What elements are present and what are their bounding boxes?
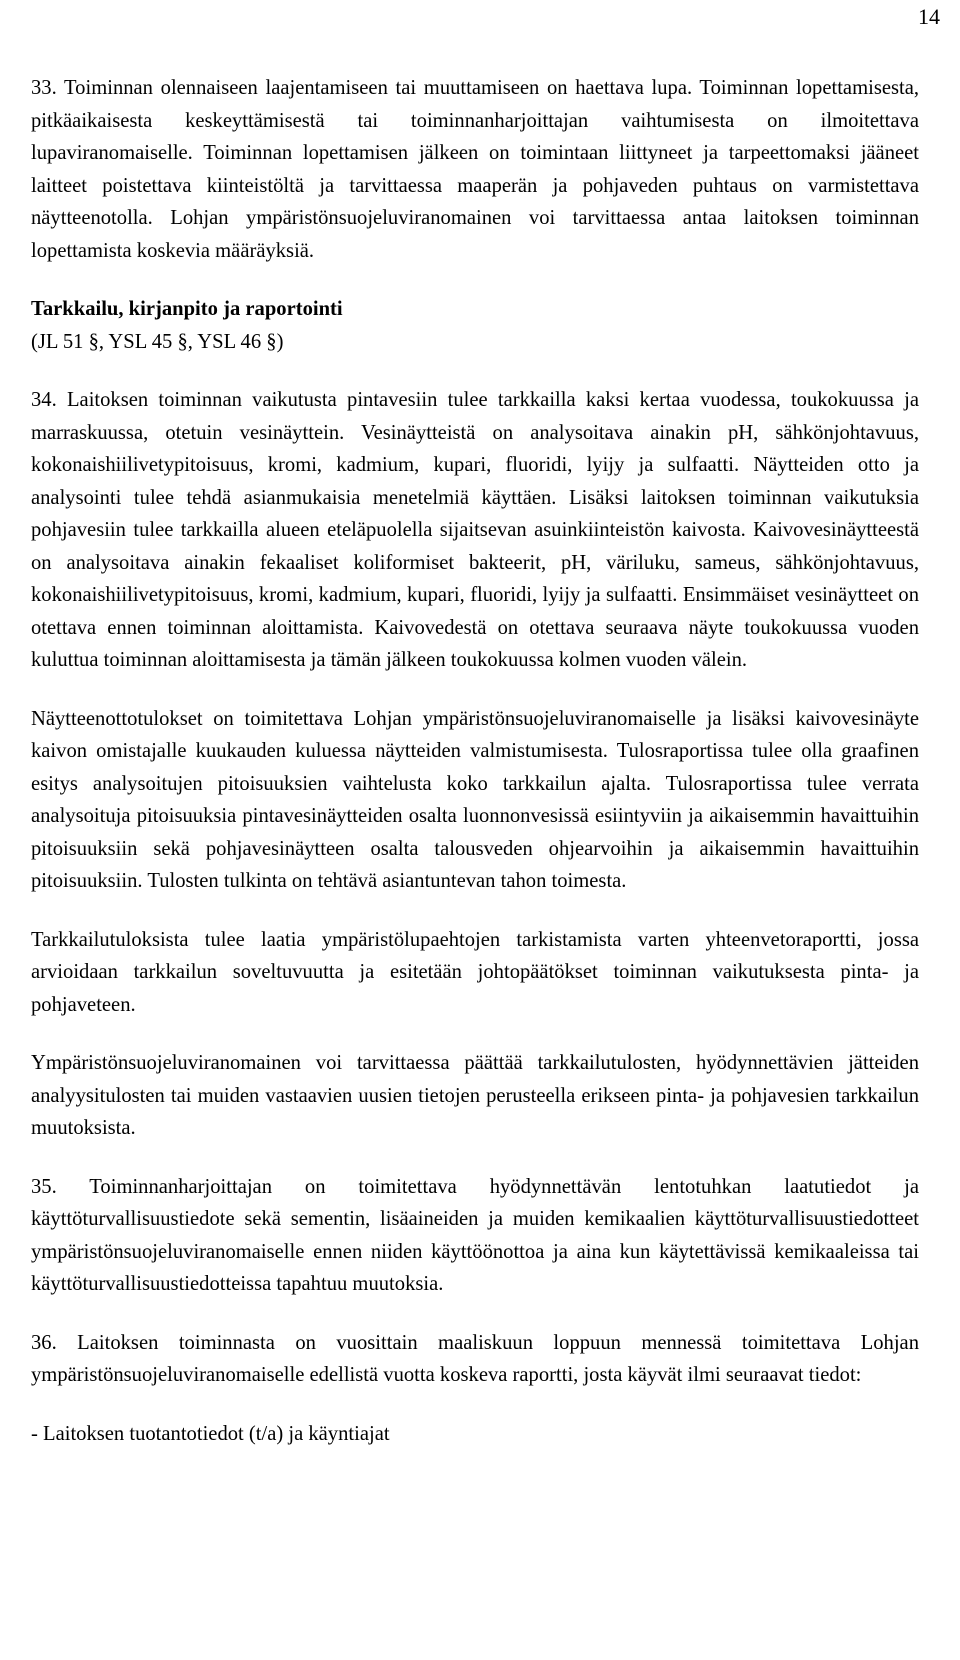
paragraph-36: 36. Laitoksen toiminnasta on vuosittain maaliskuun loppuun mennessä toimitettava Lohjan ympäristönsuojeluviranomaiselle edellistä vuotta koskeva raportti, josta käyvät ilmi seuraavat tiedot: xyxy=(31,1331,919,1386)
list-item: - Laitoksen tuotantotiedot (t/a) ja käyntiajat xyxy=(31,1422,390,1445)
page-number: 14 xyxy=(918,4,940,29)
paragraph-34: 34. Laitoksen toiminnan vaikutusta pintavesiin tulee tarkkailla kaksi kertaa vuodessa, toukokuussa ja marraskuussa, otetuin vesinäyttein. Vesinäytteistä on analysoitava ainakin pH, sähkönjohtavuus, kokonaishiilivetypitoisuus, kromi, kadmium, kupari, fluoridi, lyijy ja sulfaatti. Näytteiden otto ja analysointi tulee tehdä asianmukaisia menetelmiä käyttäen. Lisäksi laitoksen toiminnan vaikutuksia pohjavesiin tulee tarkkailla alueen eteläpuolella sijaitsevan asuinkiinteistön kaivosta. Kaivovesinäytteestä on analysoitava ainakin fekaaliset koliformiset bakteerit, pH, väriluku, sameus, sähkönjohtavuus, kokonaishiilivetypitoisuus, kromi, kadmium, kupari, fluoridi, lyijy ja sulfaatti. Ensimmäiset vesinäytteet on otettava ennen toiminnan aloittamista. Kaivovedestä on otettava seuraava näyte toukokuussa vuoden kuluttua toiminnan aloittamisesta ja tämän jälkeen toukokuussa kolmen vuoden välein. xyxy=(31,389,919,671)
document-body xyxy=(31,72,919,1450)
paragraph-35: 35. Toiminnanharjoittajan on toimitettava hyödynnettävän lentotuhkan laatutiedot ja käyttöturvallisuustiedote sekä sementin, lisäaineiden ja muiden kemikaalien käyttöturvallisuustiedotteet ympäristönsuojeluviranomaiselle ennen niiden käyttöönottoa ja aina kun käytettävissä kemikaaleissa tai käyttöturvallisuustiedotteissa tapahtuu muutoksia. xyxy=(31,1175,919,1295)
section-heading: Tarkkailu, kirjanpito ja raportointi xyxy=(31,298,343,320)
paragraph-33: 33. Toiminnan olennaiseen laajentamiseen tai muuttamiseen on haettava lupa. Toiminnan lopettamisesta, pitkäaikaisesta keskeyttämisestä tai toiminnanharjoittajan vaihtumisesta on ilmoitettava lupaviranomaiselle. Toiminnan lopettamisen jälkeen on toimintaan liittyneet ja tarpeettomaksi jääneet laitteet poistettava kiinteistöltä ja tarvittaessa maaperän ja pohjaveden puhtaus on varmistettava näytteenotolla. Lohjan ympäristönsuojeluviranomainen voi tarvittaessa antaa laitoksen toiminnan lopettamista koskevia määräyksiä. xyxy=(31,77,919,262)
section-references: (JL 51 §, YSL 45 §, YSL 46 §) xyxy=(31,330,284,353)
paragraph-34-results: Näytteenottotulokset on toimitettava Lohjan ympäristönsuojeluviranomaiselle ja lisäksi kaivovesinäyte kaivon omistajalle kuukauden kuluessa näytteiden valmistumisesta. Tulosraportissa tulee olla graafinen esitys analysoitujen pitoisuuksien vaihtelusta koko tarkkailun ajalta. Tulosraportissa tulee verrata analysoituja pitoisuuksia pintavesinäytteiden osalta luonnonvesissä esiintyviin ja aikaisemmin havaittuihin pitoisuuksiin sekä pohjavesinäytteen osalta talousveden ohjearvoihin ja aikaisemmin havaittuihin pitoisuuksiin. Tulosten tulkinta on tehtävä asiantuntevan tahon toimesta. xyxy=(31,707,919,892)
paragraph-34-changes: Ympäristönsuojeluviranomainen voi tarvittaessa päättää tarkkailutulosten, hyödynnettävien jätteiden analyysitulosten tai muiden vastaavien uusien tietojen perusteella erikseen pinta- ja pohjavesien tarkkailun muutoksista. xyxy=(31,1052,919,1139)
paragraph-34-summary-report: Tarkkailutuloksista tulee laatia ympäristölupaehtojen tarkistamista varten yhteenvetoraportti, jossa arvioidaan tarkkailun soveltuvuutta ja esitetään johtopäätökset toiminnan vaikutuksesta pinta- ja pohjaveteen. xyxy=(31,928,919,1016)
